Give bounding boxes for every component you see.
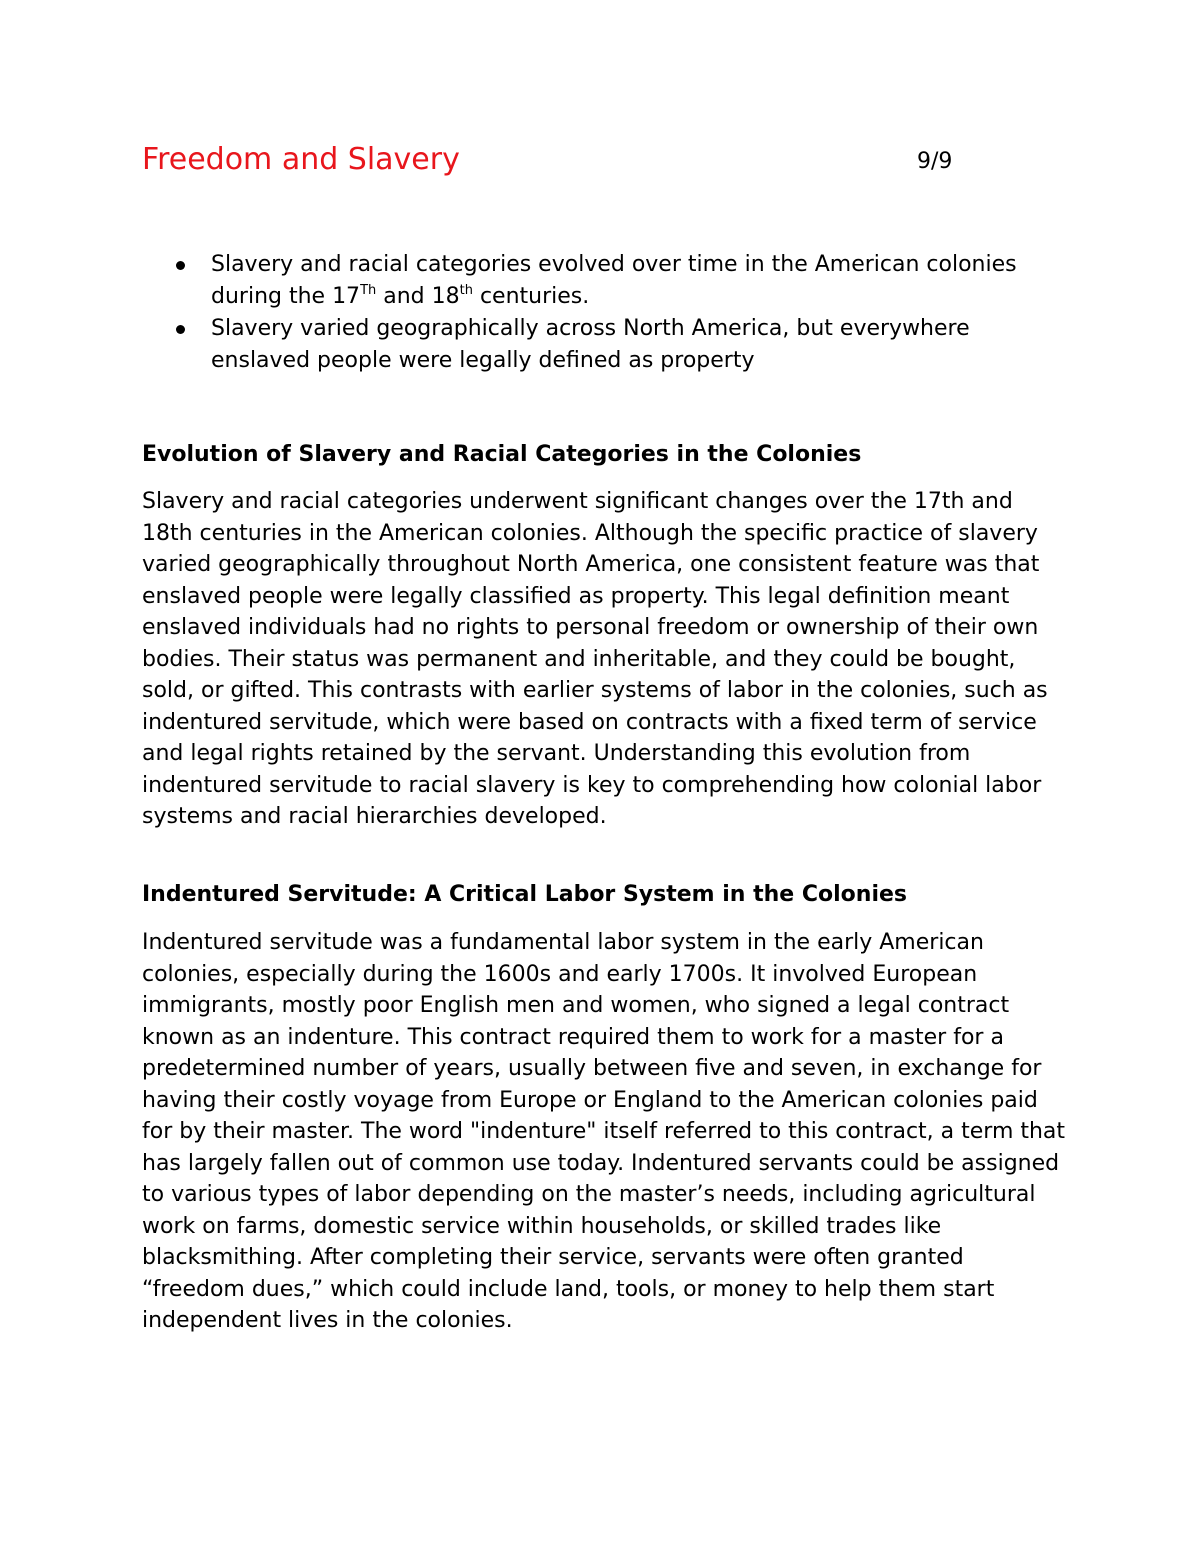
bullet-text: centuries. [472, 284, 590, 309]
summary-bullet-list [142, 249, 1062, 377]
bullet-item [142, 249, 1062, 313]
section-paragraph: Slavery and racial categories underwent significant changes over the 17th and 18th centuries in the American colonies. Although the specific practice of slavery varied geographically throughout North America, one consistent feature was that enslaved people were legally classified as property. This legal definition meant enslaved individuals had no rights to personal freedom or ownership of their own bodies. Their status was permanent and inheritable, and they could be bought, sold, or gifted. This contrasts with earlier systems of labor in the colonies, such as indentured servitude, which were based on contracts with a fixed term of service and legal rights retained by the servant. Understanding this evolution from indentured servitude to racial slavery is key to comprehending how colonial labor systems and racial hierarchies developed. [142, 489, 1048, 829]
superscript: th [459, 283, 473, 298]
title-row [142, 140, 962, 184]
superscript: Th [360, 283, 377, 298]
section-heading: Evolution of Slavery and Racial Categories in the Colonies [142, 442, 862, 467]
bullet-dot-icon [176, 261, 185, 270]
bullet-text: and 18 [376, 284, 460, 309]
section-heading: Indentured Servitude: A Critical Labor System in the Colonies [142, 882, 907, 907]
bullet-text: Slavery varied geographically across North America, but everywhere enslaved people were legally defined as property [211, 316, 970, 373]
document-date: 9/9 [917, 149, 953, 174]
bullet-text: Slavery and racial categories evolved over time in the American colonies during the 17 [211, 252, 1017, 309]
document-title: Freedom and Slavery [142, 142, 460, 177]
section-paragraph: Indentured servitude was a fundamental labor system in the early American colonies, especially during the 1600s and early 1700s. It involved European immigrants, mostly poor English men and women, who signed a legal contract known as an indenture. This contract required them to work for a master for a predetermined number of years, usually between five and seven, in exchange for having their costly voyage from Europe or England to the American colonies paid for by their master. The word "indenture" itself referred to this contract, a term that has largely fallen out of common use today. Indentured servants could be assigned to various types of labor depending on the master’s needs, including agricultural work on farms, domestic service within households, or skilled trades like blacksmithing. After completing their service, servants were often granted “freedom dues,” which could include land, tools, or money to help them start independent lives in the colonies. [142, 930, 1066, 1333]
bullet-dot-icon [176, 325, 185, 334]
bullet-item [142, 313, 1062, 377]
